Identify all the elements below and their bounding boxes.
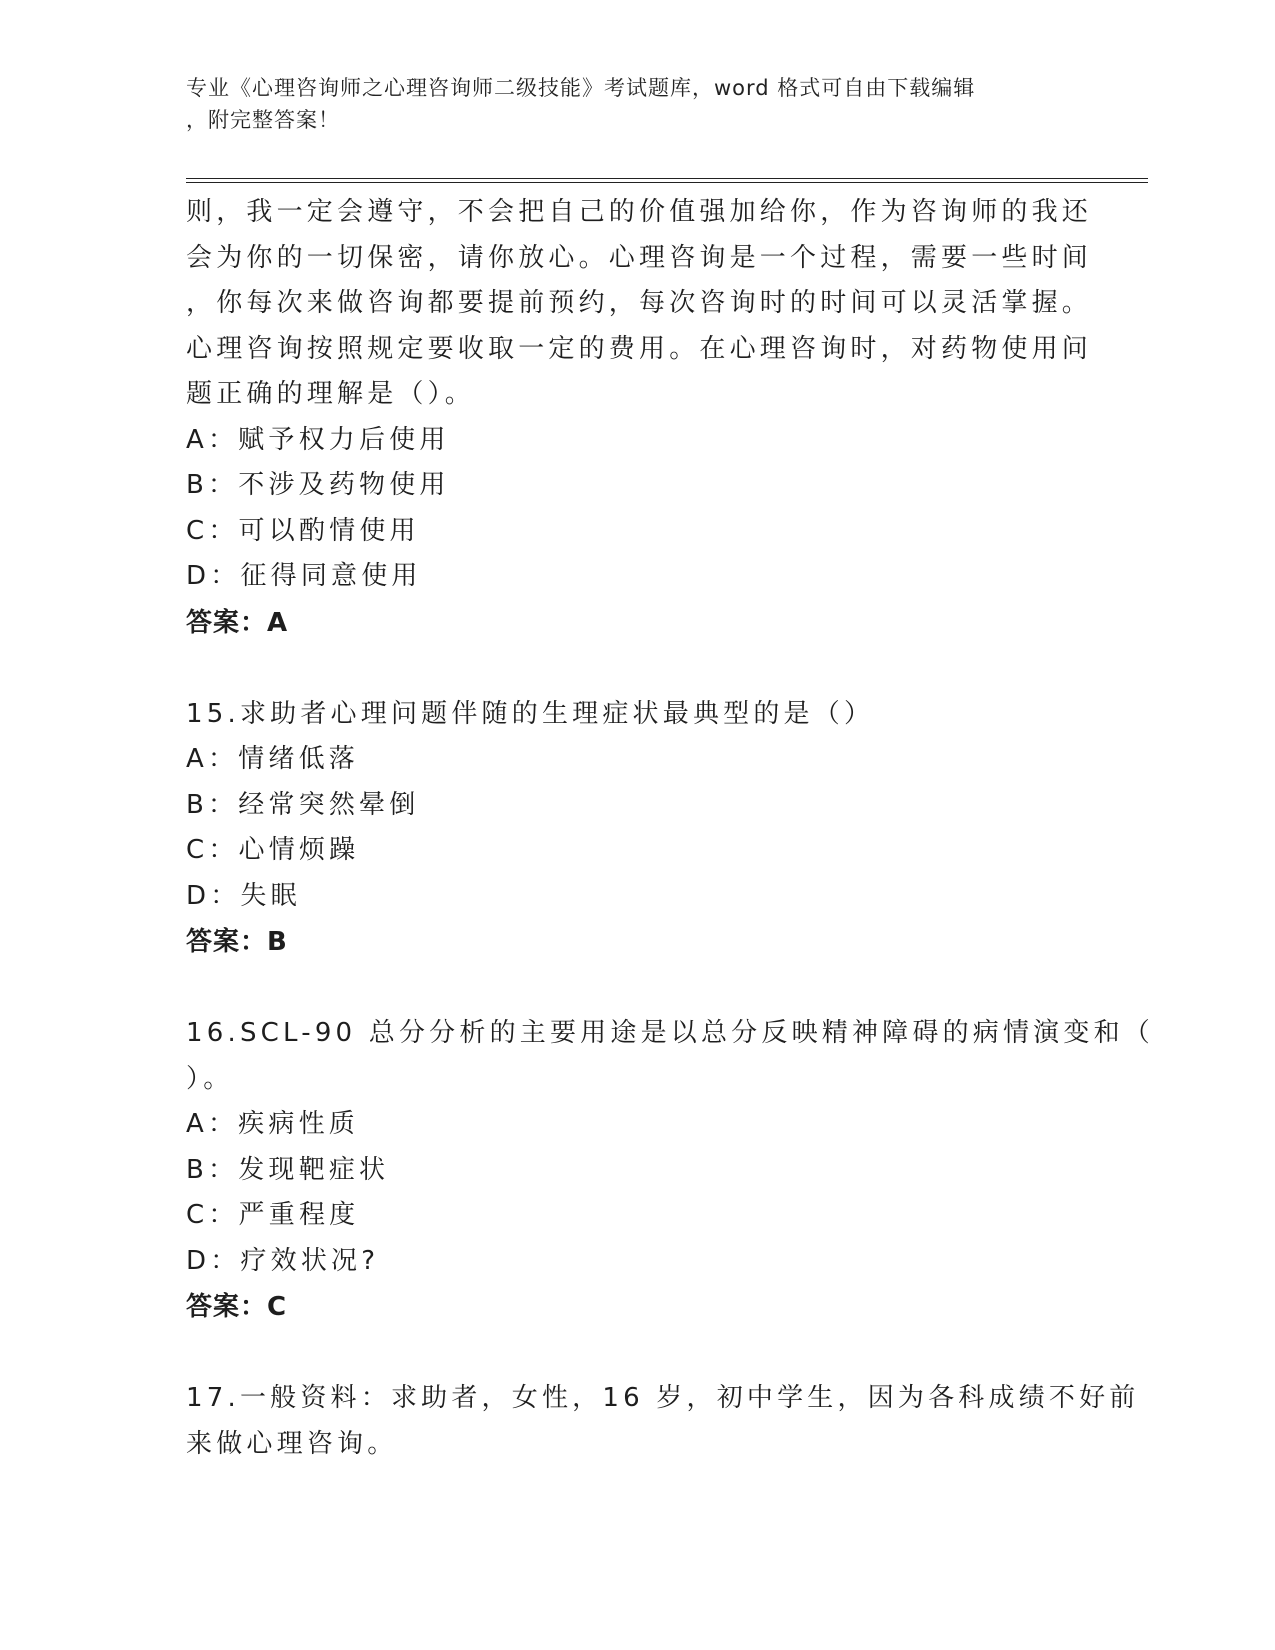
- spacer: [186, 965, 1086, 1011]
- question-text-line: 来做心理咨询。: [186, 1428, 398, 1459]
- spacer: [186, 1330, 1086, 1376]
- option-d: D：疗效状况?: [186, 1245, 380, 1276]
- answer-label: 答案：B: [186, 927, 288, 957]
- question-14: [186, 190, 1093, 646]
- option-d: D：失眠: [186, 880, 301, 911]
- answer-label: 答案：C: [186, 1292, 288, 1322]
- document-body: [186, 190, 1154, 1467]
- option-c: C：严重程度: [186, 1200, 360, 1230]
- document-header: [186, 72, 1066, 136]
- header-line-2: ，附完整答案！: [186, 108, 340, 132]
- option-d: D：征得同意使用: [186, 561, 422, 591]
- answer-label: 答案：A: [186, 607, 289, 638]
- option-c: C：可以酌情使用: [186, 515, 420, 546]
- header-rule-top: [186, 178, 1148, 179]
- question-text-line: 题正确的理解是（）。: [186, 379, 476, 409]
- option-a: A：情绪低落: [186, 744, 359, 774]
- option-c: C：心情烦躁: [186, 835, 360, 865]
- question-text-line: 则，我一定会遵守，不会把自己的价值强加给你，作为咨询师的我还: [186, 197, 1093, 227]
- option-b: B：经常突然晕倒: [186, 789, 420, 820]
- question-text-line: 会为你的一切保密，请你放心。心理咨询是一个过程，需要一些时间: [186, 242, 1093, 273]
- question-text-line: ，你每次来做咨询都要提前预约，每次咨询时的时间可以灵活掌握。: [186, 288, 1093, 318]
- question-text-line: 15.求助者心理问题伴随的生理症状最典型的是（）: [186, 698, 875, 729]
- header-line-1: 专业《心理咨询师之心理咨询师二级技能》考试题库，word 格式可自由下载编辑: [186, 76, 976, 100]
- question-text-line: 16.SCL-90 总分分析的主要用途是以总分反映精神障碍的病情演变和（: [186, 1018, 1154, 1048]
- question-16: [186, 1011, 1154, 1330]
- question-text-line: 17.一般资料：求助者，女性，16 岁，初中学生，因为各科成绩不好前: [186, 1383, 1140, 1413]
- option-b: B：不涉及药物使用: [186, 470, 450, 500]
- question-17: [186, 1376, 1140, 1467]
- question-text-line: 心理咨询按照规定要收取一定的费用。在心理咨询时，对药物使用问: [186, 333, 1093, 364]
- header-rule-bottom: [186, 182, 1148, 183]
- spacer: [186, 646, 1086, 692]
- option-a: A：赋予权力后使用: [186, 424, 450, 455]
- question-15: [186, 692, 1086, 966]
- option-b: B：发现靶症状: [186, 1154, 390, 1185]
- question-text-line: ）。: [186, 1063, 234, 1094]
- option-a: A：疾病性质: [186, 1109, 359, 1139]
